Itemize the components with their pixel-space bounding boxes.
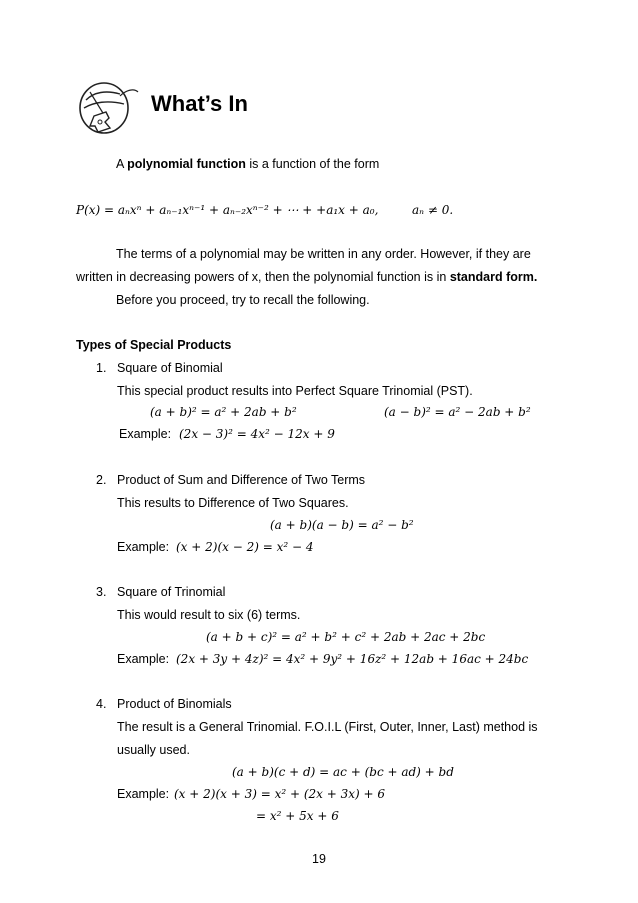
item-1-example: (2x − 3)² = 4x² − 12x + 9 [179,427,335,441]
section-heading: Types of Special Products [76,338,232,352]
item-4-example-line-1: (x + 2)(x + 3) = x² + (2x + 3x) + 6 [174,787,386,801]
item-4-number: 4. [96,697,107,711]
intro-term: polynomial function [127,157,246,171]
item-3-formula: (a + b + c)² = a² + b² + c² + 2ab + 2ac + 2bc [206,630,486,644]
item-3-example: (2x + 3y + 4z)² = 4x² + 9y² + 16z² + 12ab + 16ac + 24bc [176,652,529,666]
paragraph-line-1: The terms of a polynomial may be written in any order. However, if they are [116,247,531,261]
item-4-formula: (a + b)(c + d) = ac + (bc + ad) + bd [232,765,454,779]
paragraph-line-2-text: written in decreasing powers of x, then the polynomial function is in [76,270,450,284]
paragraph-line-3: Before you proceed, try to recall the following. [116,293,370,307]
item-2-number: 2. [96,473,107,487]
item-1-title: Square of Binomial [117,361,223,375]
item-3-number: 3. [96,585,107,599]
item-4-example-label: Example: [117,787,170,801]
item-3-example-label: Example: [117,652,170,666]
item-4-desc-line-2: usually used. [117,743,190,757]
item-3-desc: This would result to six (6) terms. [117,608,301,622]
item-2-desc: This results to Difference of Two Squares. [117,496,349,510]
puzzle-hand-icon [76,78,140,136]
item-1-formula-b: (a − b)² = a² − 2ab + b² [384,405,531,419]
item-1-formula-a: (a + b)² = a² + 2ab + b² [150,405,297,419]
polynomial-formula: P(x) = aₙxⁿ + aₙ₋₁xⁿ⁻¹ + aₙ₋₂xⁿ⁻² + ⋯ + +a₁x + a₀, [76,203,379,217]
item-1-example-label: Example: [119,427,172,441]
item-2-example-label: Example: [117,540,170,554]
intro-suffix: is a function of the form [245,157,380,171]
paragraph-line-2 [76,270,537,284]
page-number: 19 [312,852,326,866]
item-4-title: Product of Binomials [117,697,232,711]
intro-prefix: A [116,157,128,171]
polynomial-condition: aₙ ≠ 0. [412,203,454,217]
item-4-example-line-2: = x² + 5x + 6 [256,809,339,823]
page-title: What’s In [151,91,248,116]
item-1-desc: This special product results into Perfect Square Trinomial (PST). [117,384,473,398]
standard-form-term: standard form. [449,270,538,284]
item-4-desc-line-1: The result is a General Trinomial. F.O.I.L (First, Outer, Inner, Last) method is [117,720,538,734]
item-2-title: Product of Sum and Difference of Two Terms [117,473,366,487]
item-1-number: 1. [96,361,107,375]
item-2-example: (x + 2)(x − 2) = x² − 4 [176,540,314,554]
intro-line [116,157,379,171]
item-3-title: Square of Trinomial [117,585,226,599]
item-2-formula: (a + b)(a − b) = a² − b² [270,518,414,532]
